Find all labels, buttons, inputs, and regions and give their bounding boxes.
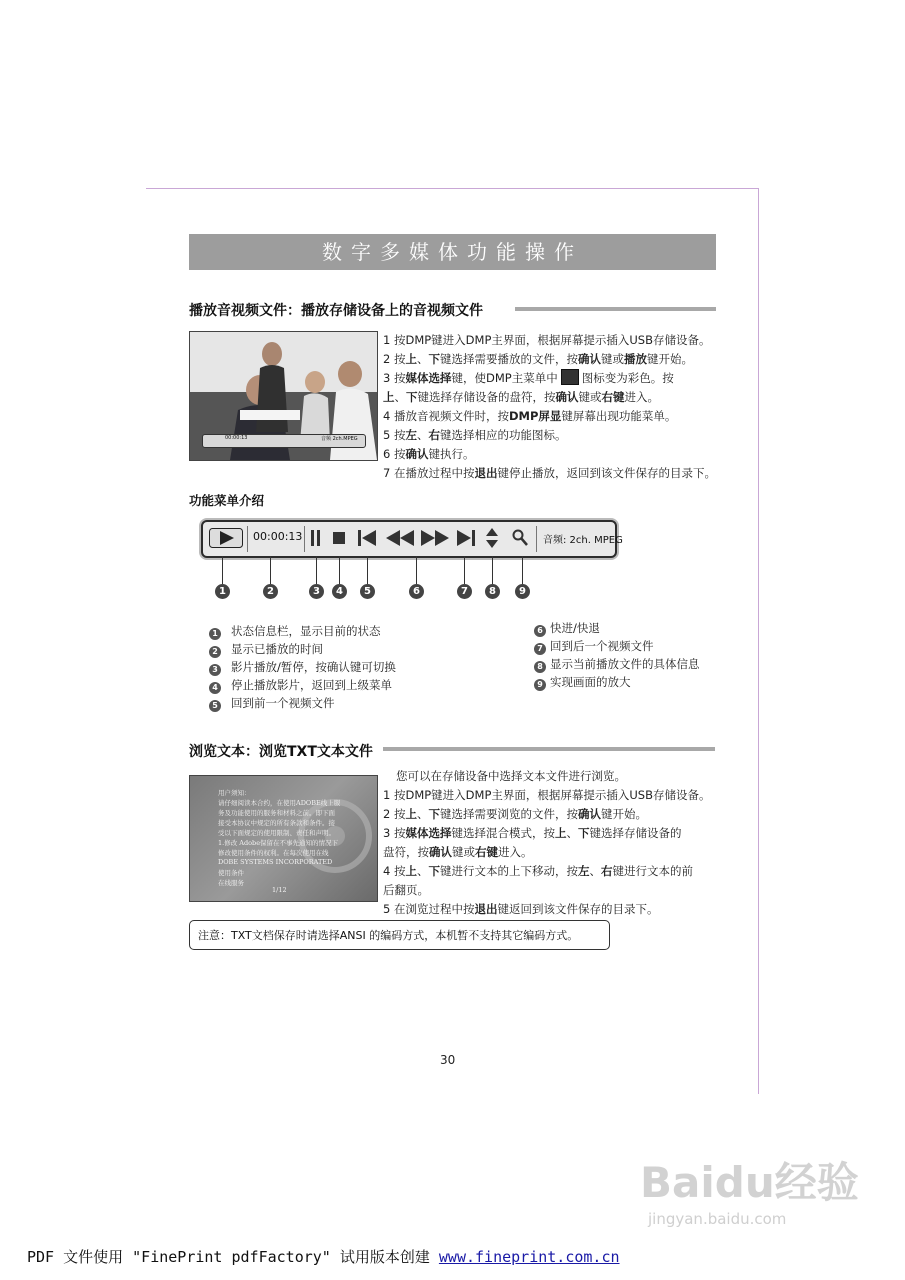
playback-step-5: 5 按左、右键选择相应的功能图标。 [383,428,567,442]
screenshot-text-line: 在线服务 [218,879,244,887]
text-step-3: 3 按媒体选择键选择混合模式，按上、下键选择存储设备的 [383,826,682,840]
playback-steps [383,331,716,483]
playback-step-3: 3 按媒体选择键，使DMP主菜单中 图标变为彩色。按 [383,371,674,385]
text-browse-steps [383,767,711,919]
zoom-icon [512,529,528,547]
mini-audio: 音频 2ch.MPEG [321,436,358,442]
screenshot-text-line: 务及功能使用的服务和材料之前。即下面 [218,809,335,817]
screenshot-page-indicator: 1/12 [272,886,287,894]
text-step-4: 4 按上、下键进行文本的上下移动，按左、右键进行文本的前 [383,864,693,878]
playback-step-3b: 上、下键选择存储设备的盘符，按确认键或右键进入。 [383,390,659,404]
playback-step-4: 4 播放音视频文件时，按DMP屏显键屏幕出现功能菜单。 [383,409,677,423]
callout-number: 4 [332,584,347,599]
callout-leader [270,556,271,584]
text-browse-intro: 您可以在存储设备中选择文本文件进行浏览。 [396,769,626,783]
fast-forward-icon [421,530,449,546]
playback-step-2: 2 按上、下键选择需要播放的文件，按确认键或播放键开始。 [383,352,693,366]
text-step-1: 1 按DMP键进入DMP主界面，根据屏幕提示插入USB存储设备。 [383,788,711,802]
callout-leader [316,556,317,584]
playback-step-1: 1 按DMP键进入DMP主界面，根据屏幕提示插入USB存储设备。 [383,333,711,347]
callout-number: 2 [263,584,278,599]
legend-item: 2 显示已播放的时间 [209,641,396,659]
encoding-note-box: 注意：TXT文档保存时请选择ANSI 的编码方式，本机暂不支持其它编码方式。 [189,920,610,950]
legend-item: 4 停止播放影片，返回到上级菜单 [209,677,396,695]
mini-time: 00:00:13 [225,435,248,441]
screenshot-text-line: DOBE SYSTEMS INCORPORATED [218,858,333,866]
rewind-icon [386,530,414,546]
page-border-top [146,188,759,189]
text-step-2: 2 按上、下键选择需要浏览的文件，按确认键开始。 [383,807,647,821]
callout-leader [492,556,493,584]
legend-item: 7 回到后一个视频文件 [534,638,700,656]
elapsed-time: 00:00:13 [253,530,303,543]
info-updown-icon [485,527,499,549]
screenshot-text-line: 1.修改 Adobe保留在不事先通知的情况下 [218,839,339,847]
callout-number: 8 [485,584,500,599]
pdf-footer [27,1246,620,1267]
pause-icon [310,529,322,547]
text-step-5: 5 在浏览过程中按退出键返回到该文件保存的目录下。 [383,902,659,916]
mini-control-bar [202,434,366,448]
next-icon [456,529,476,547]
legend-item: 1 状态信息栏，显示目前的状态 [209,623,396,641]
playback-control-bar [201,520,623,558]
legend-left [209,623,396,713]
legend-item: 6 快进/快退 [534,620,700,638]
stop-icon [333,532,345,544]
screenshot-text-line: 用户须知： [218,789,251,797]
callout-leader [222,556,223,584]
playback-step-7: 7 在播放过程中按退出键停止播放，返回到该文件保存的目录下。 [383,466,716,480]
page-number: 30 [440,1053,456,1067]
page-border-right [758,188,759,1094]
text-step-4b: 后翻页。 [383,883,429,897]
legend-right [534,620,700,692]
callout-number: 1 [215,584,230,599]
legend-item: 9 实现画面的放大 [534,674,700,692]
section-title-playback: 播放音视频文件：播放存储设备上的音视频文件 [189,303,483,319]
callout-leader [464,556,465,584]
callout-number: 6 [409,584,424,599]
callout-leader [367,556,368,584]
section-title-text-browse: 浏览文本：浏览TXT文本文件 [189,744,373,760]
media-clapper-icon [561,369,579,385]
screenshot-text-line: 使用条件 [218,869,244,877]
fineprint-link[interactable]: www.fineprint.com.cn [438,1248,620,1266]
screenshot-text-line: 受以下面规定的使用限制、责任和声明。 [218,829,335,837]
text-step-3b: 盘符，按确认键或右键进入。 [383,845,533,859]
legend-item: 3 影片播放/暂停，按确认键可切换 [209,659,396,677]
callout-number: 9 [515,584,530,599]
video-playback-photo [189,331,378,461]
separator [536,526,537,552]
audio-format: 音频: 2ch. MPEG [543,535,623,546]
function-menu-title: 功能菜单介绍 [189,493,265,508]
play-status-icon [209,528,243,548]
callout-leader [416,556,417,584]
callout-leader [522,556,523,584]
legend-item: 5 回到前一个视频文件 [209,695,396,713]
screenshot-text-line: 请仔细阅读本合约，在使用ADOBE线上服 [218,799,341,807]
callout-leader [339,556,340,584]
separator [304,526,305,552]
callout-number: 7 [457,584,472,599]
baidu-watermark-logo: Baidu经验 [640,1158,859,1207]
section-title-rule [515,307,716,311]
playback-step-6: 6 按确认键执行。 [383,447,475,461]
footer-text: PDF 文件使用 "FinePrint pdfFactory" 试用版本创建 [27,1248,439,1266]
text-browser-screenshot [189,775,378,902]
legend-item: 8 显示当前播放文件的具体信息 [534,656,700,674]
previous-icon [357,529,377,547]
screenshot-text-line: 接受本协议中规定的所有条款和条件。接 [218,819,335,827]
separator [247,526,248,552]
callout-number: 5 [360,584,375,599]
screenshot-text-line: 修改使用条件的权利。在每次使用在线 [218,849,329,857]
page-banner-title: 数字多媒体功能操作 [189,234,716,270]
section-title-rule [383,747,715,751]
baidu-watermark-url: jingyan.baidu.com [648,1210,787,1228]
callout-number: 3 [309,584,324,599]
